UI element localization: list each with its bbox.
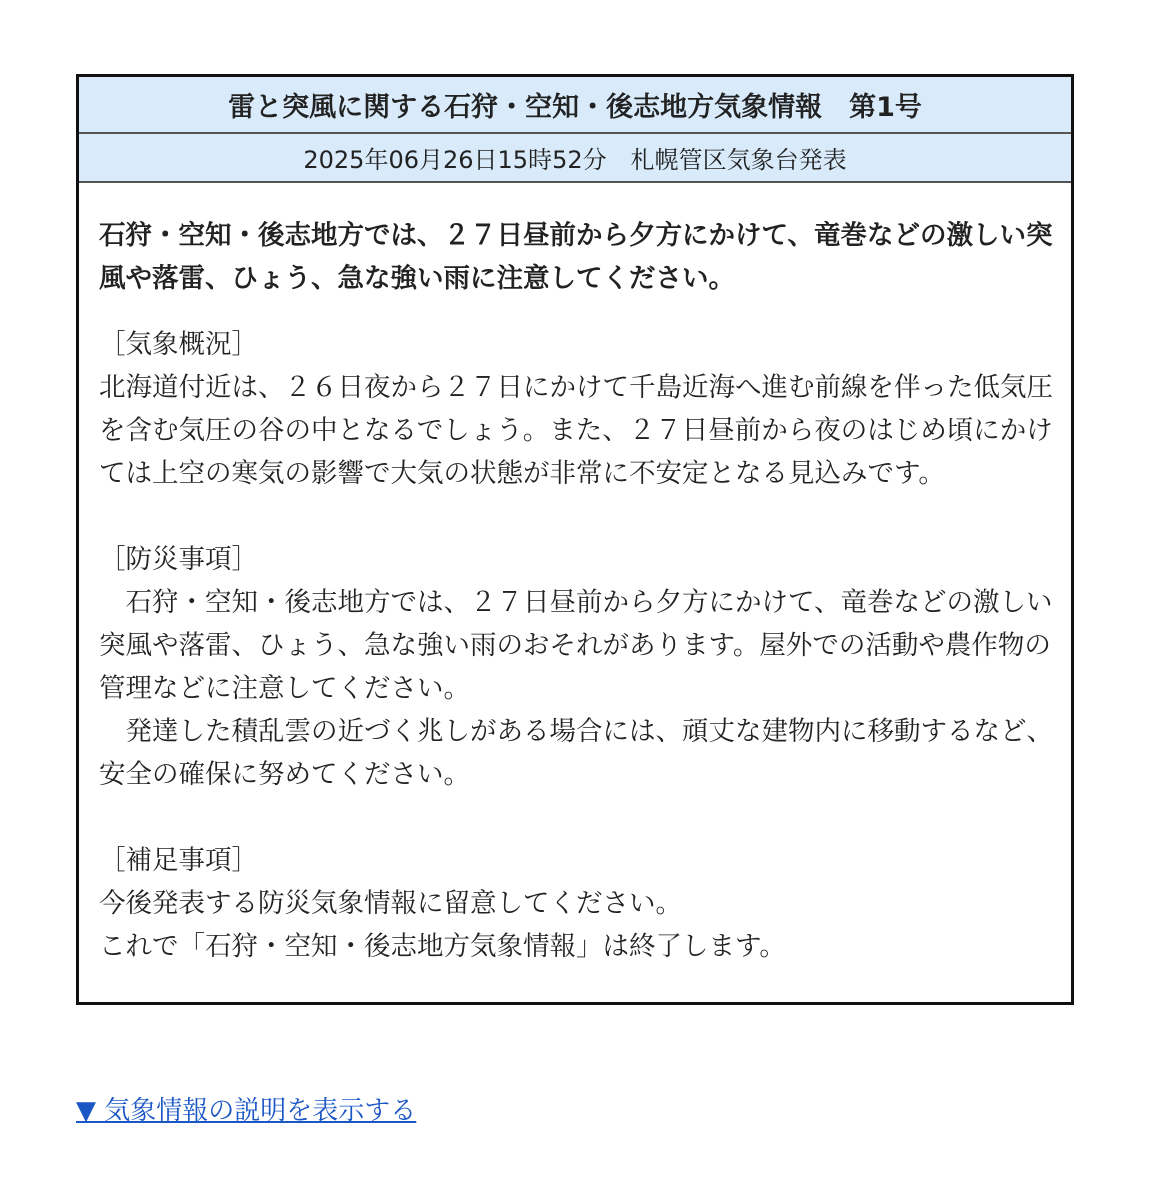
prevention-paragraph-1: 石狩・空知・後志地方では、２７日昼前から夕方にかけて、竜巻などの激しい突風や落雷、ひょう、急な強い雨のおそれがあります。屋外での活動や農作物の管理などに注意してください。 — [99, 587, 1053, 704]
supplement-section — [99, 839, 1053, 968]
bulletin-issued-info: 2025年06月26日15時52分 札幌管区気象台発表 — [79, 134, 1071, 183]
supplement-line-1: 今後発表する防災気象情報に留意してください。 — [99, 888, 682, 919]
supplement-line-2: これで「石狩・空知・後志地方気象情報」は終了します。 — [99, 931, 786, 962]
prevention-section — [99, 538, 1053, 796]
prevention-paragraph-2: 発達した積乱雲の近づく兆しがある場合には、頑丈な建物内に移動するなど、安全の確保に努めてください。 — [99, 716, 1053, 790]
supplement-heading: ［補足事項］ — [99, 845, 258, 876]
section-spacer — [99, 495, 1053, 538]
prevention-heading: ［防災事項］ — [99, 544, 258, 575]
bulletin-body — [79, 183, 1071, 1002]
overview-heading: ［気象概況］ — [99, 329, 258, 360]
overview-text: 北海道付近は、２６日夜から２７日にかけて千島近海へ進む前線を伴った低気圧を含む気圧の谷の中となるでしょう。また、２７日昼前から夜のはじめ頃にかけては上空の寒気の影響で大気の状態が非常に不安定となる見込みです。 — [99, 372, 1053, 489]
show-explanation-link[interactable]: ▼ 気象情報の説明を表示する — [76, 1096, 417, 1126]
bulletin-title: 雷と突風に関する石狩・空知・後志地方気象情報 第1号 — [79, 77, 1071, 134]
section-spacer — [99, 796, 1053, 839]
weather-bulletin — [76, 74, 1074, 1005]
overview-section — [99, 323, 1053, 495]
bulletin-headline: 石狩・空知・後志地方では、２７日昼前から夕方にかけて、竜巻などの激しい突風や落雷、ひょう、急な強い雨に注意してください。 — [99, 220, 1053, 294]
